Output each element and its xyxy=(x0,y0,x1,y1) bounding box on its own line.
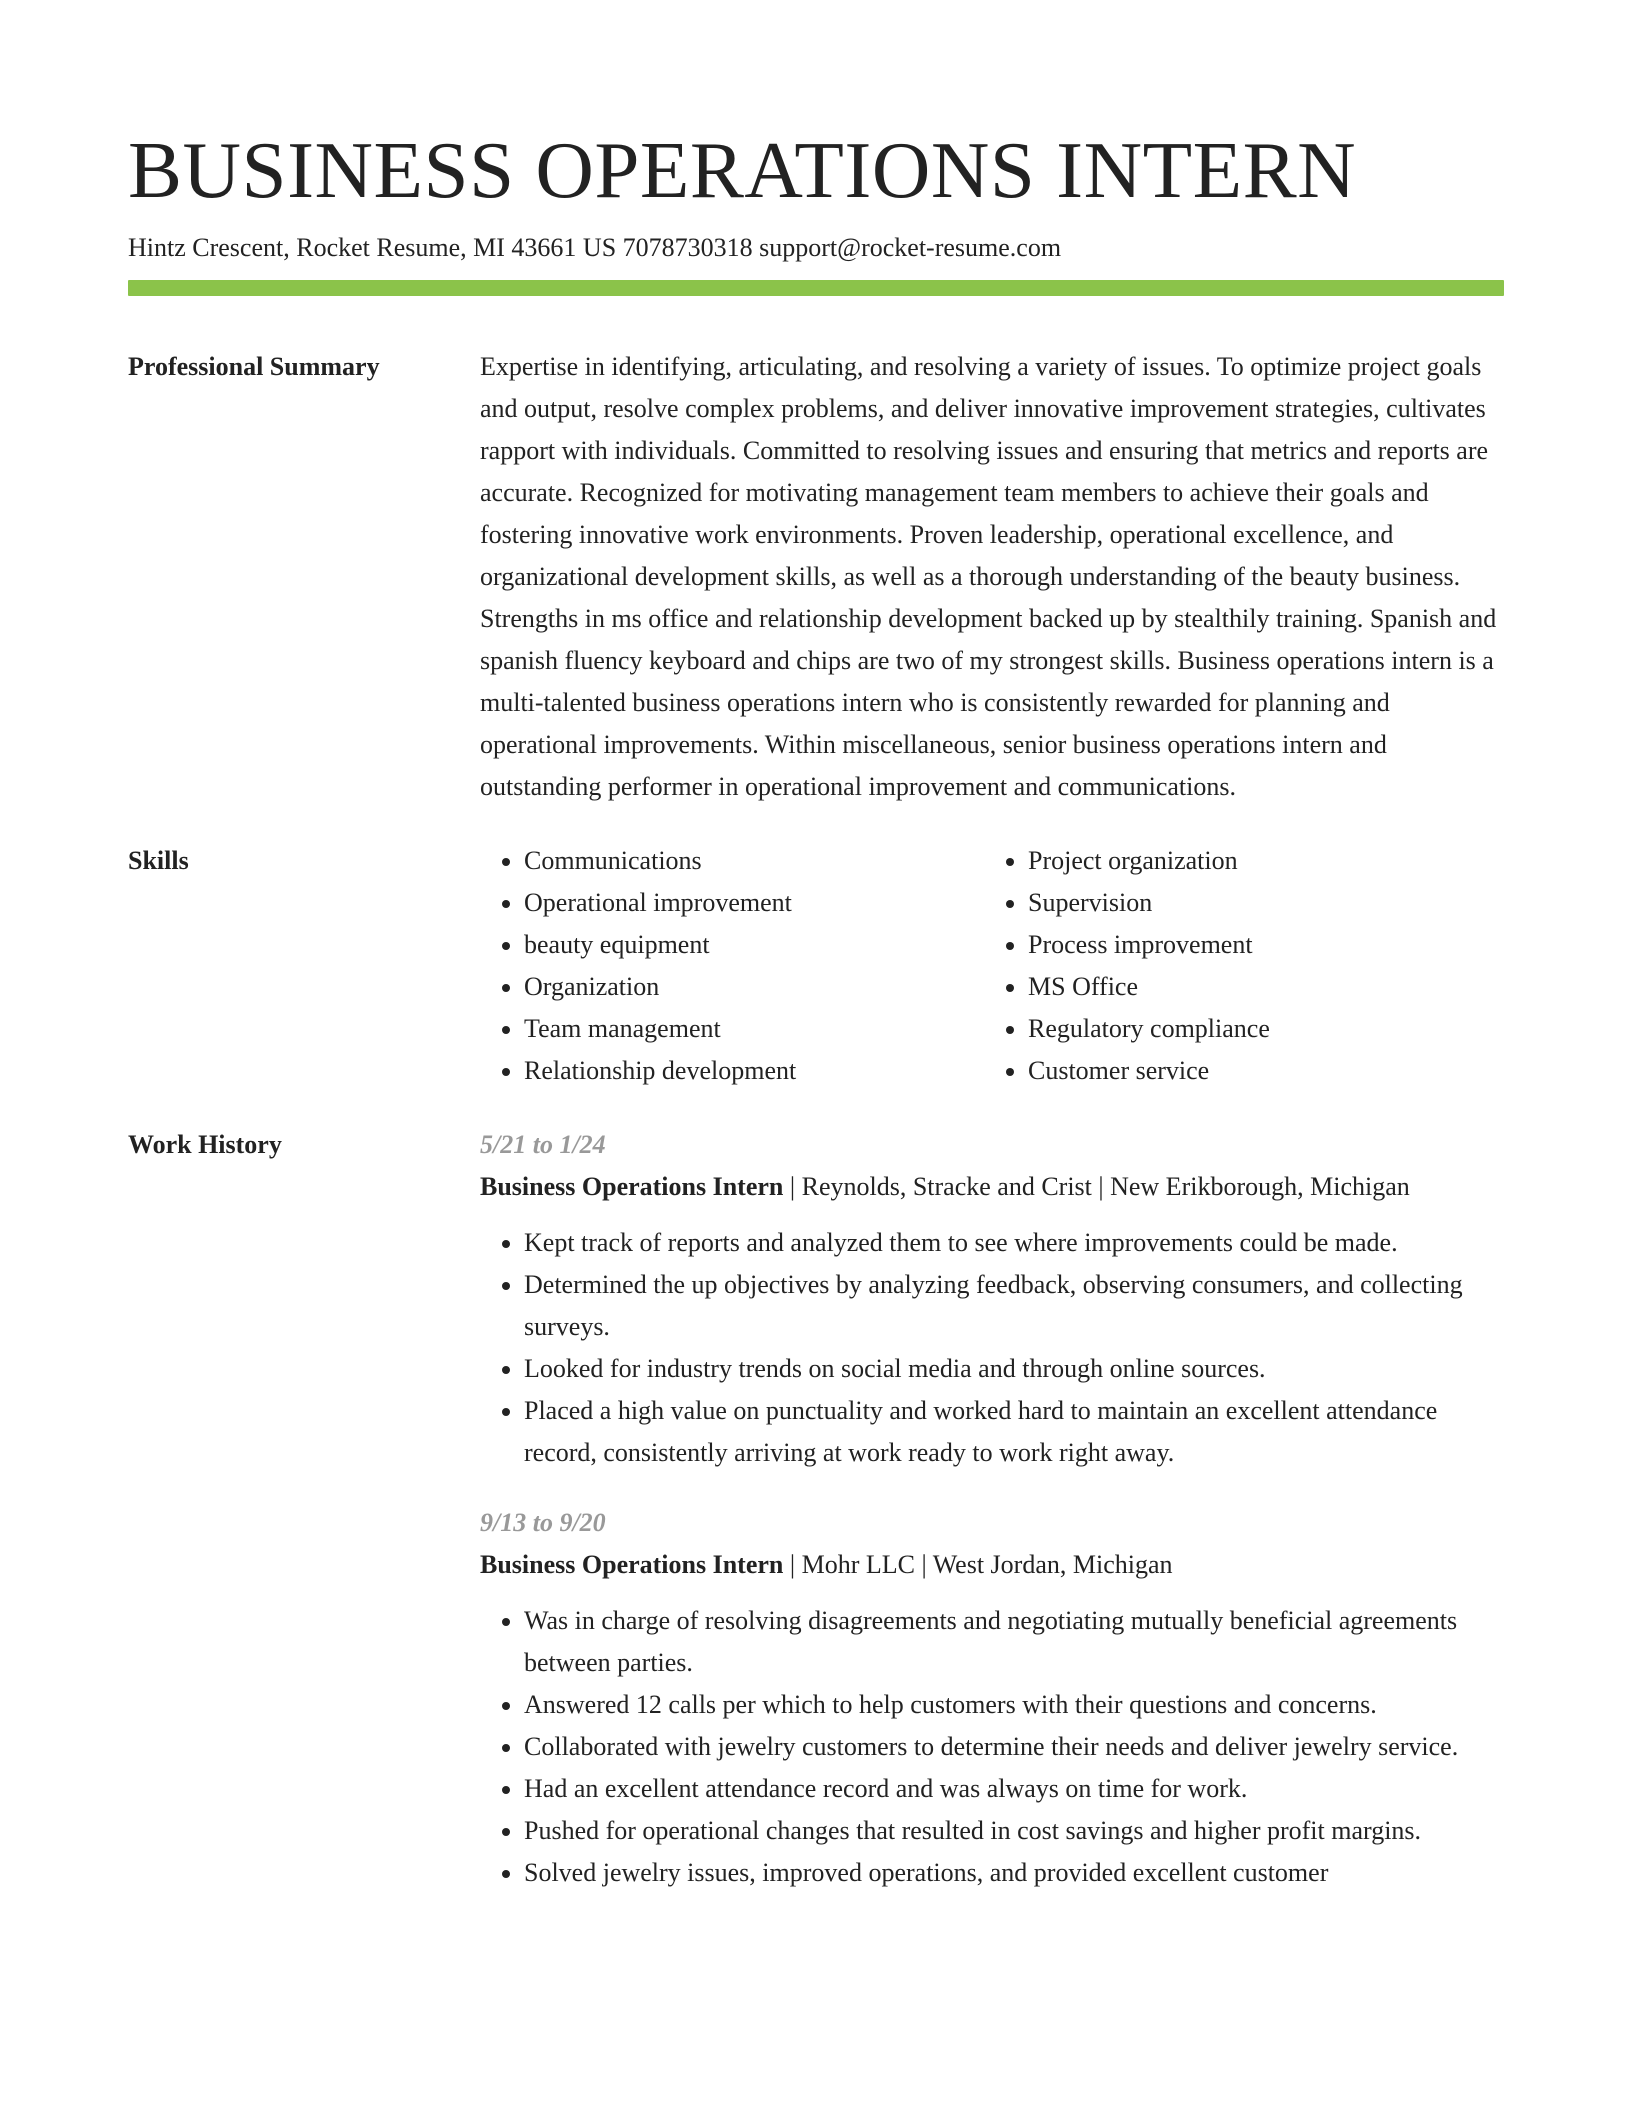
job-header xyxy=(480,1544,1504,1586)
job-entry xyxy=(480,1502,1504,1894)
job-bullet: • Answered 12 calls per which to help customers with their questions and concerns. xyxy=(524,1684,1504,1726)
skill-item: • Project organization xyxy=(1028,840,1488,882)
accent-divider xyxy=(128,280,1504,296)
skills-list-right xyxy=(984,840,1488,1092)
job-bullet: • Placed a high value on punctuality and worked hard to maintain an excellent attendance record, consistently arriving at work ready to work right away. xyxy=(524,1390,1504,1474)
job-bullets xyxy=(480,1222,1504,1474)
job-bullet: • Solved jewelry issues, improved operations, and provided excellent customer xyxy=(524,1852,1504,1894)
skill-item: • beauty equipment xyxy=(524,924,984,966)
resume-page xyxy=(128,120,1504,1894)
skill-item: • Team management xyxy=(524,1008,984,1050)
skill-item: • Relationship development xyxy=(524,1050,984,1092)
resume-title: BUSINESS OPERATIONS INTERN xyxy=(128,125,1357,215)
job-bullet: • Looked for industry trends on social media and through online sources. xyxy=(524,1348,1504,1390)
job-details: | Mohr LLC | West Jordan, Michigan xyxy=(783,1550,1173,1579)
skill-item: • MS Office xyxy=(1028,966,1488,1008)
work-history-heading: Work History xyxy=(128,1130,282,1159)
job-dates: 5/21 to 1/24 xyxy=(480,1130,606,1159)
job-bullet: • Pushed for operational changes that resulted in cost savings and higher profit margins. xyxy=(524,1810,1504,1852)
job-bullet: • Was in charge of resolving disagreements and negotiating mutually beneficial agreements between parties. xyxy=(524,1600,1504,1684)
skill-item: • Customer service xyxy=(1028,1050,1488,1092)
skill-item: • Regulatory compliance xyxy=(1028,1008,1488,1050)
skill-item: • Communications xyxy=(524,840,984,882)
skill-item: • Supervision xyxy=(1028,882,1488,924)
contact-line: Hintz Crescent, Rocket Resume, MI 43661 US 7078730318 support@rocket-resume.com xyxy=(128,233,1062,262)
skills-heading: Skills xyxy=(128,846,189,875)
work-history-section xyxy=(128,1124,1504,1894)
job-bullet: • Determined the up objectives by analyzing feedback, observing consumers, and collecting surveys. xyxy=(524,1264,1504,1348)
summary-heading: Professional Summary xyxy=(128,352,380,381)
job-details: | Reynolds, Stracke and Crist | New Erikborough, Michigan xyxy=(783,1172,1410,1201)
summary-section xyxy=(128,346,1504,808)
job-entry xyxy=(480,1124,1504,1474)
skills-grid xyxy=(480,840,1504,1092)
skill-item: • Process improvement xyxy=(1028,924,1488,966)
job-bullet: • Kept track of reports and analyzed them to see where improvements could be made. xyxy=(524,1222,1504,1264)
job-bullet: • Collaborated with jewelry customers to determine their needs and deliver jewelry service. xyxy=(524,1726,1504,1768)
job-title: Business Operations Intern xyxy=(480,1172,784,1201)
job-bullet: • Had an excellent attendance record and was always on time for work. xyxy=(524,1768,1504,1810)
skill-item: • Organization xyxy=(524,966,984,1008)
job-dates: 9/13 to 9/20 xyxy=(480,1508,606,1537)
work-history-body xyxy=(480,1124,1504,1894)
job-title: Business Operations Intern xyxy=(480,1550,784,1579)
skills-list-left xyxy=(480,840,984,1092)
summary-text: Expertise in identifying, articulating, and resolving a variety of issues. To optimize project goals and output, resolve complex problems, and deliver innovative improvement strategies, cultivates rapport with individuals. Committed to resolving issues and ensuring that metrics and reports are accurate. Recognized for motivating management team members to achieve their goals and fostering innovative work environments. Proven leadership, operational excellence, and organizational development skills, as well as a thorough understanding of the beauty business. Strengths in ms office and relationship development backed up by stealthily training. Spanish and spanish fluency keyboard and chips are two of my strongest skills. Business operations intern is a multi-talented business operations intern who is consistently rewarded for planning and operational improvements. Within miscellaneous, senior business operations intern and outstanding performer in operational improvement and communications. xyxy=(480,352,1497,801)
job-bullets xyxy=(480,1600,1504,1894)
job-header xyxy=(480,1166,1504,1208)
skills-section xyxy=(128,840,1504,1092)
skill-item: • Operational improvement xyxy=(524,882,984,924)
